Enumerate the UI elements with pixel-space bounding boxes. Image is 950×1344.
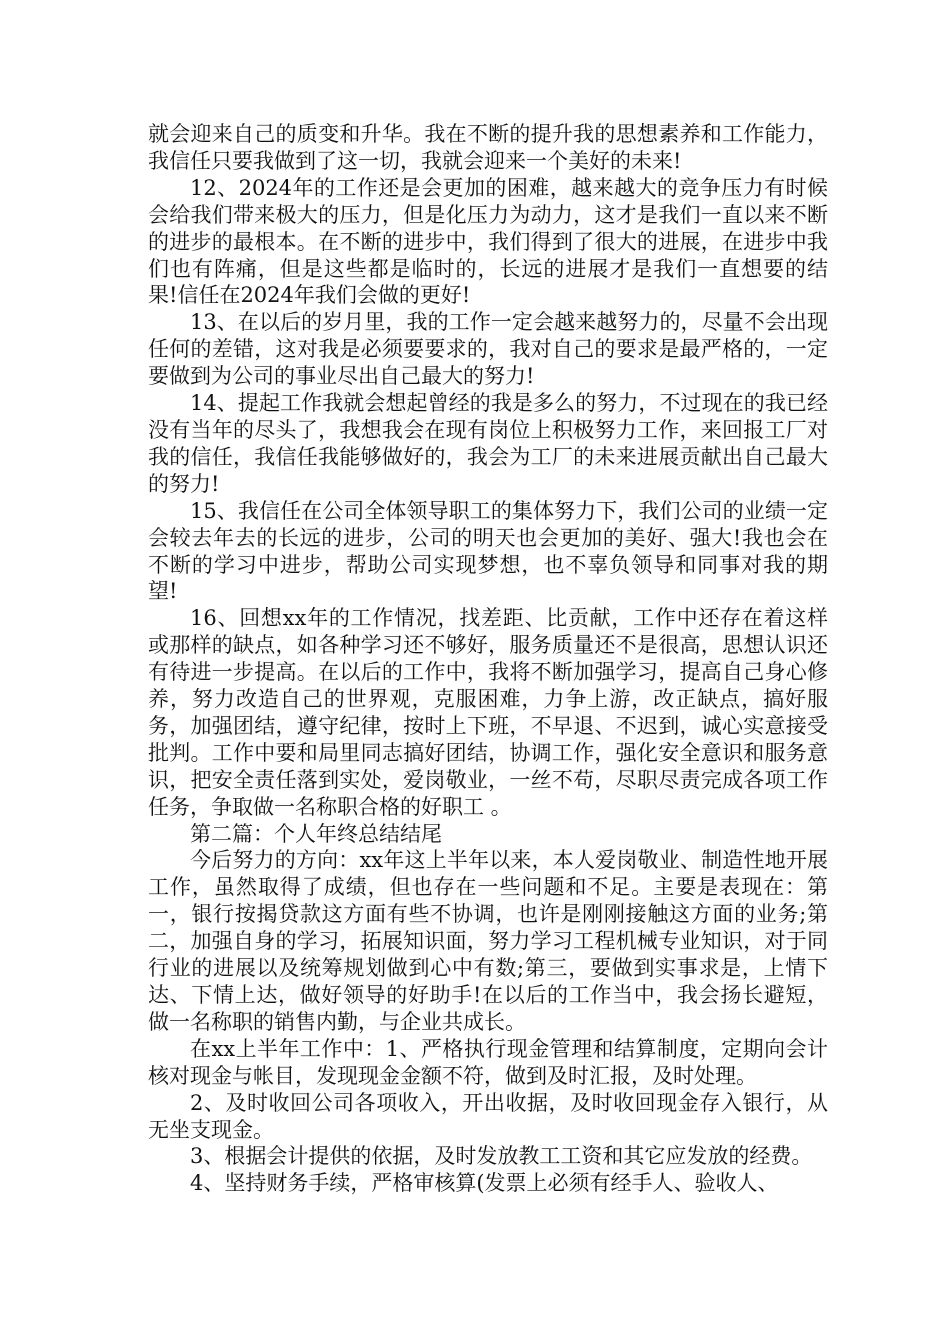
- paragraph-duty-1: 在xx上半年工作中：1、严格执行现金管理和结算制度，定期向会计核对现金与帐目，发现现金金额不符，做到及时汇报，及时处理。: [148, 1036, 828, 1088]
- paragraph-duty-3: 3、根据会计提供的依据，及时发放教工工资和其它应发放的经费。: [190, 1144, 813, 1169]
- paragraph-duty-2: 2、及时收回公司各项收入，开出收据，及时收回现金存入银行，从无坐支现金。: [148, 1090, 828, 1142]
- paragraph-continuation: 就会迎来自己的质变和升华。我在不断的提升我的思想素养和工作能力，我信任只要我做到了这一切，我就会迎来一个美好的未来!: [148, 122, 828, 173]
- section-heading: 第二篇：个人年终总结结尾: [190, 821, 442, 846]
- paragraph-item-14: 14、提起工作我就会想起曾经的我是多么的努力，不过现在的我已经没有当年的尽头了，我想我会在现有岗位上积极努力工作，来回报工厂对我的信任，我信任我能够做好的，我会为工厂的未来进展贡献出自己最大的努力!: [148, 391, 828, 496]
- paragraph-item-13: 13、在以后的岁月里，我的工作一定会越来越努力的，尽量不会出现任何的差错，这对我是必须要要求的，我对自己的要求是最严格的，一定要做到为公司的事业尽出自己最大的努力!: [148, 310, 828, 389]
- paragraph-duty-4: 4、坚持财务手续，严格审核算(发票上必须有经手人、验收人、: [190, 1171, 779, 1196]
- paragraph-item-16: 16、回想xx年的工作情况，找差距、比贡献，工作中还存在着这样或那样的缺点，如各种学习还不够好，服务质量还不是很高，思想认识还有待进一步提高。在以后的工作中，我将不断加强学习，提高自己身心修养，努力改造自己的世界观，克服困难，力争上游，改正缺点，搞好服务，加强团结，遵守纪律，按时上下班，不早退、不迟到，诚心实意接受批判。工作中要和局里同志搞好团结，协调工作，强化安全意识和服务意识，把安全责任落到实处，爱岗敬业，一丝不苟，尽职尽责完成各项工作任务，争取做一名称职合格的好职工 。: [148, 606, 828, 819]
- document-body: [148, 121, 828, 1197]
- paragraph-future-direction: 今后努力的方向：xx年这上半年以来，本人爱岗敬业、制造性地开展工作，虽然取得了成绩，但也存在一些问题和不足。主要是表现在：第一，银行按揭贷款这方面有些不协调，也许是刚刚接触这方面的业务;第二，加强自身的学习，拓展知识面，努力学习工程机械专业知识，对于同行业的进展以及统筹规划做到心中有数;第三，要做到实事求是，上情下达、下情上达，做好领导的好助手!在以后的工作当中，我会扬长避短，做一名称职的销售内勤，与企业共成长。: [148, 848, 828, 1034]
- paragraph-item-12: 12、2024年的工作还是会更加的困难，越来越大的竞争压力有时候会给我们带来极大的压力，但是化压力为动力，这才是我们一直以来不断的进步的最根本。在不断的进步中，我们得到了很大的进展，在进步中我们也有阵痛，但是这些都是临时的，长远的进展才是我们一直想要的结果!信任在2024年我们会做的更好!: [148, 175, 828, 308]
- paragraph-item-15: 15、我信任在公司全体领导职工的集体努力下，我们公司的业绩一定会较去年去的长远的进步，公司的明天也会更加的美好、强大!我也会在不断的学习中进步，帮助公司实现梦想，也不辜负领导和同事对我的期望!: [148, 498, 828, 604]
